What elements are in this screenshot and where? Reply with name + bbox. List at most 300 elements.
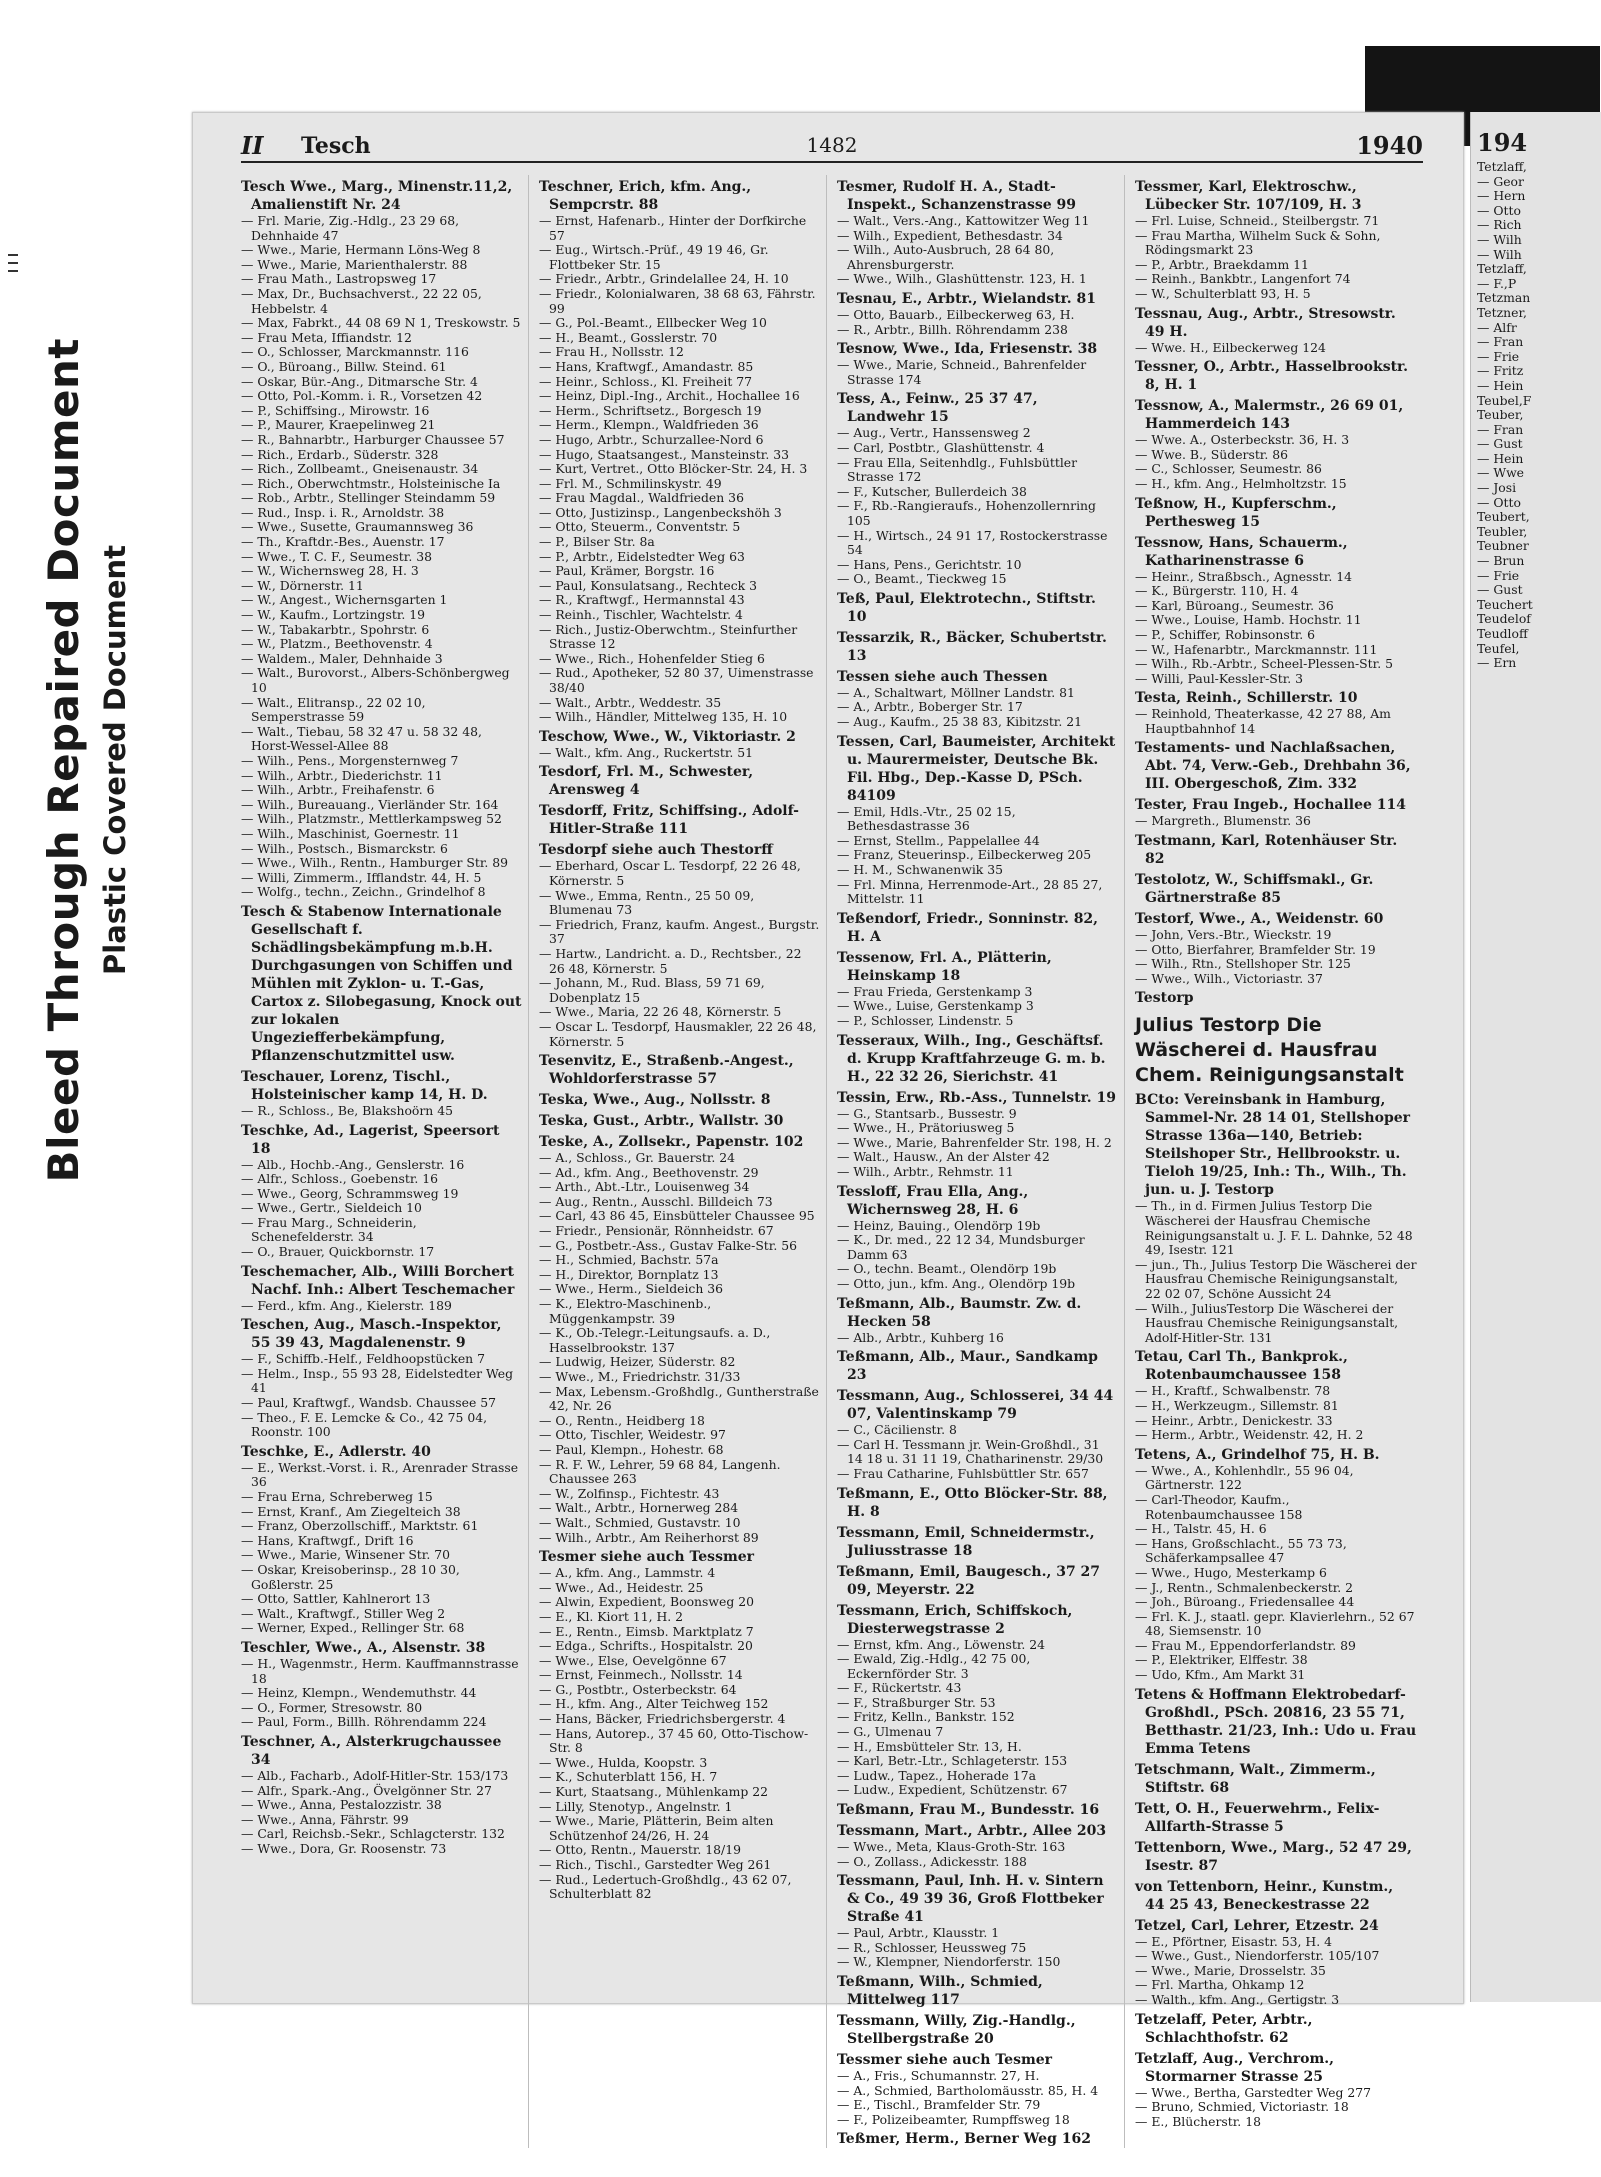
next-page-line: — Gust: [1477, 582, 1523, 598]
directory-entry: — R., Schloss., Be, Blakshoörn 45: [241, 1102, 453, 1118]
directory-entry: — Heinz, Dipl.-Ing., Archit., Hochallee 16: [539, 388, 800, 404]
directory-entry: — Hans, Bäcker, Friedrichsbergerstr. 4: [539, 1711, 786, 1727]
directory-entry: — Frau M., Eppendorferlandstr. 89: [1135, 1637, 1356, 1653]
directory-entry: — Franz, Oberzollschiff., Marktstr. 61: [241, 1518, 479, 1534]
directory-entry: — Ad., kfm. Ang., Beethovenstr. 29: [539, 1164, 759, 1180]
directory-entry: Teßmann, Frau M., Bundesstr. 16: [837, 1802, 1100, 1819]
directory-entry: — Franz, Steuerinsp., Eilbeckerweg 205: [837, 847, 1092, 863]
label-bleed-through: Bleed Through Repaired Document: [38, 337, 88, 1183]
directory-entry: Tesch Wwe., Marg., Minenstr.11,2, Amalienstift Nr. 24: [241, 179, 513, 213]
directory-entry: — G., Pol.-Beamt., Ellbecker Weg 10: [539, 315, 767, 331]
directory-entry: Teschner, Erich, kfm. Ang., Sempcrstr. 88: [539, 179, 752, 213]
directory-entry: — Walt., Vers.-Ang., Kattowitzer Weg 11: [837, 213, 1090, 228]
directory-entry: — O., techn. Beamt., Olendörp 19b: [837, 1261, 1057, 1277]
directory-entry: — F., Polizeibeamter, Rumpffsweg 18: [837, 2111, 1070, 2127]
directory-entry: Teßmann, Alb., Maur., Sandkamp 23: [837, 1349, 1098, 1384]
directory-entry: — C., Cäcilienstr. 8: [837, 1422, 957, 1438]
directory-entry: — Frl. Minna, Herrenmode-Art., 28 85 27, Mittelstr. 11: [837, 876, 1103, 907]
directory-entry: Teschemacher, Alb., Willi Borchert Nachf. Inh.: Albert Teschemacher: [241, 1263, 515, 1298]
directory-entry: — Karl, Büroang., Seumestr. 36: [1135, 597, 1334, 613]
directory-entry: — Wolfg., techn., Zeichn., Grindelhof 8: [241, 884, 486, 900]
next-page-line: — Wilh: [1477, 231, 1522, 247]
directory-entry: — Waldem., Maler, Dehnhaide 3: [241, 650, 443, 666]
directory-entry: — W., Kaufm., Lortzingstr. 19: [241, 607, 426, 623]
directory-entry: — Frau Frieda, Gerstenkamp 3: [837, 983, 1033, 999]
directory-entry: — H., kfm. Ang., Helmholtzstr. 15: [1135, 475, 1347, 491]
directory-entry: — P., Elektriker, Elffestr. 38: [1135, 1652, 1308, 1668]
directory-entry: — P., Arbtr., Braekdamm 11: [1135, 256, 1309, 272]
next-page-line: — Alfr: [1477, 319, 1517, 335]
directory-entry: — Herm., Schriftsetz., Borgesch 19: [539, 402, 762, 418]
directory-entry: — Otto, Steuerm., Conventstr. 5: [539, 519, 741, 535]
directory-entry: — Ferd., kfm. Ang., Kielerstr. 189: [241, 1297, 452, 1313]
directory-entry: — Frl. M., Schmilinskystr. 49: [539, 475, 722, 491]
directory-entry: — W., Zolfinsp., Fichtestr. 43: [539, 1485, 720, 1501]
directory-entry: — Wwe., Meta, Klaus-Groth-Str. 163: [837, 1839, 1066, 1855]
next-page-line: Teudelof: [1477, 611, 1531, 627]
directory-entry: — P., Schiffer, Robinsonstr. 6: [1135, 626, 1316, 642]
directory-entry: — John, Vers.-Btr., Wieckstr. 19: [1135, 927, 1332, 943]
directory-entry: — Frau H., Nollsstr. 12: [539, 344, 684, 360]
directory-entry: Teßendorf, Friedr., Sonninstr. 82, H. A: [837, 910, 1099, 945]
directory-page: [192, 112, 1464, 2148]
column-1: [241, 175, 529, 2148]
directory-entry: Tesmer siehe auch Tessmer: [539, 1549, 755, 1566]
directory-entry: — Carl H. Tessmann jr. Wein-Großhdl., 31 14 18 u. 31 11 19, Chatharinenstr. 29/30: [837, 1436, 1104, 1467]
directory-entry: Teßmann, Wilh., Schmied, Mittelweg 117: [837, 1974, 1043, 2008]
directory-entry: Tesenvitz, E., Straßenb.-Angest., Wohldorferstrasse 57: [539, 1053, 794, 1088]
directory-entry: Tessarzik, R., Bäcker, Schubertstr. 13: [837, 629, 1107, 664]
directory-entry: — F., Rückertstr. 43: [837, 1680, 962, 1696]
directory-entry: — J., Rentn., Schmalenbeckerstr. 2: [1135, 1579, 1354, 1595]
directory-entry: Tessmer siehe auch Tesmer: [837, 2052, 1053, 2068]
directory-entry: — Wwe., Marie, Drosselstr. 35: [1135, 1962, 1326, 1978]
directory-entry: — Wwe., Maria, 22 26 48, Körnerstr. 5: [539, 1004, 782, 1020]
directory-entry: — Alb., Facharb., Adolf-Hitler-Str. 153/173: [241, 1767, 509, 1783]
directory-entry: von Tettenborn, Heinr., Kunstm., 44 25 43, Beneckestrasse 22: [1135, 1878, 1394, 1913]
directory-entry: — Wilh., JuliusTestorp Die Wäscherei der Hausfrau Chemische Reinigungsanstalt, Adolf-Hitler-Str. 131: [1135, 1300, 1399, 1345]
next-page-line: Teudloff: [1477, 626, 1528, 641]
directory-entry: — Wilh., Maschinist, Goernestr. 11: [241, 825, 460, 841]
directory-entry: — Aug., Rentn., Ausschl. Billdeich 73: [539, 1193, 773, 1209]
directory-entry: — Rich., Zollbeamt., Gneisenaustr. 34: [241, 461, 479, 477]
directory-entry: Tessen siehe auch Thessen: [837, 668, 1048, 685]
directory-entry: Tesdorff, Fritz, Schiffsing., Adolf-Hitler-Straße 111: [539, 803, 799, 838]
directory-entry: — Wilh., Händler, Mittelweg 135, H. 10: [539, 709, 788, 725]
directory-entry: — F., Schiffb.-Helf., Feldhoopstücken 7: [241, 1351, 485, 1367]
directory-entry: — Wilh., Bureauang., Vierländer Str. 164: [241, 796, 499, 812]
next-page-line: — Wilh: [1477, 246, 1522, 262]
directory-entry: — W., Wichernsweg 28, H. 3: [241, 563, 419, 579]
next-page-line: — Wwe: [1477, 465, 1525, 481]
directory-entry: — Wilh., Pens., Morgensternweg 7: [241, 752, 459, 768]
directory-entry: — Karl, Betr.-Ltr., Schlageterstr. 153: [837, 1753, 1068, 1769]
directory-entry: — Rich., Oberwchtmstr., Holsteinische Ia: [241, 475, 501, 491]
next-page-line: — Gust: [1477, 436, 1523, 452]
directory-entry: — Ludwig, Heizer, Süderstr. 82: [539, 1354, 736, 1370]
running-head-name: Tesch: [301, 133, 371, 159]
directory-entry: — K., Ob.-Telegr.-Leitungsaufs. a. D., Hasselbrookstr. 137: [539, 1325, 771, 1355]
directory-entry: — Paul, Arbtr., Klausstr. 1: [837, 1925, 1000, 1941]
directory-entry: — Max, Dr., Buchsachverst., 22 22 05, Hebbelstr. 4: [241, 285, 482, 316]
directory-entry: Teß, Paul, Elektrotechn., Stiftstr. 10: [837, 590, 1096, 625]
page-number: 1482: [806, 133, 858, 157]
directory-entry: — Wwe., Marie, Hermann Löns-Weg 8: [241, 242, 481, 258]
directory-entry: — E., Rentn., Eimsb. Marktplatz 7: [539, 1623, 754, 1639]
directory-entry: Teßnow, H., Kupferschm., Perthesweg 15: [1135, 495, 1337, 530]
next-page-edge: [1470, 112, 1601, 2002]
directory-entry: — Max, Fabrkt., 44 08 69 N 1, Treskowstr. 5: [241, 315, 521, 331]
directory-entry: — Wwe., Marie, Bahrenfelder Str. 198, H. 2: [837, 1134, 1112, 1150]
directory-entry: Tesch & Stabenow Internationale Gesellschaft f. Schädlingsbekämpfung m.b.H. Durchgasungen von Schiffen und Mühlen mit Zyklon- u. T.-Gas, Cartox z. Silobegasung, Knock out zur lokalen Ungeziefferbekämpfung, Pflanzenschutzmittel usw.: [241, 903, 522, 1064]
next-page-line: Teubler,: [1477, 523, 1528, 539]
directory-entry: — Oskar, Bür.-Ang., Ditmarsche Str. 4: [241, 373, 478, 389]
directory-entry: — G., Postbtr., Osterbeckstr. 64: [539, 1681, 737, 1697]
directory-entry: — Wilh., Rb.-Arbtr., Scheel-Plessen-Str. 5: [1135, 656, 1393, 672]
directory-entry: — Alwin, Expedient, Boonsweg 20: [539, 1594, 754, 1610]
directory-entry: — Emil, Hdls.-Vtr., 25 02 15, Bethesdastrasse 36: [837, 803, 1016, 834]
directory-entry: — Frau Ella, Seitenhdlg., Fuhlsbüttler Strasse 172: [837, 454, 1078, 485]
directory-entry: Tessmann, Erich, Schiffskoch, Diesterwegstrasse 2: [837, 1602, 1073, 1637]
directory-entry: — Rich., Justiz-Oberwchtm., Steinfurther Strasse 12: [539, 621, 798, 652]
directory-entry: Teßmann, E., Otto Blöcker-Str. 88, H. 8: [837, 1485, 1108, 1520]
directory-entry: — K., Bürgerstr. 110, H. 4: [1135, 583, 1299, 599]
directory-entry: Tessner, O., Arbtr., Hasselbrookstr. 8, H. 1: [1135, 359, 1409, 394]
directory-entry: Tetzlaff, Aug., Verchrom., Stormarner Strasse 25: [1135, 2050, 1335, 2085]
directory-entry: Teschler, Wwe., A., Alsenstr. 38: [241, 1639, 486, 1656]
directory-entry: — Frl. Marie, Zig.-Hdlg., 23 29 68, Dehnhaide 47: [241, 213, 460, 243]
directory-entry: — Heinz, Klempn., Wendemuthstr. 44: [241, 1685, 477, 1701]
directory-entry: — H., Beamt., Gosslerstr. 70: [539, 329, 718, 345]
directory-entry: — Walth., kfm. Ang., Gertigstr. 3: [1135, 1992, 1340, 2008]
directory-entry: — Frau Math., Lastropsweg 17: [241, 271, 437, 287]
directory-entry: — Wwe., Wilh., Glashüttenstr. 123, H. 1: [837, 271, 1087, 287]
directory-entry: — Hartw., Landricht. a. D., Rechtsber., 22 26 48, Körnerstr. 5: [539, 945, 802, 976]
directory-entry: — Hans, Großschlacht., 55 73 73, Schäferkampsallee 47: [1135, 1535, 1347, 1566]
directory-entry: — Walt., kfm. Ang., Ruckertstr. 51: [539, 744, 754, 760]
directory-entry: Testa, Reinh., Schillerstr. 10: [1135, 690, 1358, 707]
directory-entry: — Carl, Reichsb.-Sekr., Schlagcterstr. 132: [241, 1826, 505, 1842]
directory-entry: — Max, Lebensm.-Großhdlg., Guntherstraße 42, Nr. 26: [539, 1383, 819, 1414]
directory-entry: — Wwe., Else, Oevelgönne 67: [539, 1652, 727, 1668]
next-page-line: Teufel,: [1477, 640, 1520, 656]
directory-entry: — F., Kutscher, Bullerdeich 38: [837, 483, 1027, 499]
column-4: [1135, 175, 1423, 2148]
directory-entry: — Ludw., Expedient, Schützenstr. 67: [837, 1782, 1068, 1798]
directory-entry: — Rob., Arbtr., Stellinger Steindamm 59: [241, 490, 496, 506]
directory-entry: — Carl-Theodor, Kaufm., Rotenbaumchaussee 158: [1135, 1491, 1303, 1522]
directory-entry: — F., Straßburger Str. 53: [837, 1694, 996, 1710]
directory-entry: Tester, Frau Ingeb., Hochallee 114: [1135, 797, 1406, 814]
directory-entry: — Wwe., T. C. F., Seumestr. 38: [241, 548, 432, 564]
directory-entry: — K., Schuterblatt 156, H. 7: [539, 1769, 718, 1785]
directory-entry: — H., Emsbütteler Str. 13, H.: [837, 1738, 1022, 1754]
directory-entry: — Otto, Bierfahrer, Bramfelder Str. 19: [1135, 941, 1376, 957]
directory-entry: Tetzelaff, Peter, Arbtr., Schlachthofstr. 62: [1135, 2011, 1313, 2046]
next-page-line: — Fran: [1477, 421, 1524, 437]
directory-entry: — R., Arbtr., Billh. Röhrendamm 238: [837, 321, 1068, 337]
directory-entry: Teschke, Ad., Lagerist, Speersort 18: [241, 1122, 500, 1157]
directory-entry: Tetschmann, Walt., Zimmerm., Stiftstr. 68: [1135, 1761, 1376, 1796]
directory-entry: — Walt., Elitransp., 22 02 10, Semperstrasse 59: [241, 694, 426, 725]
next-page-line: Tetzlaff,: [1477, 261, 1527, 277]
directory-entry: — Bruno, Schmied, Victoriastr. 18: [1135, 2099, 1349, 2115]
column-3: [837, 175, 1125, 2148]
directory-columns: [241, 175, 1423, 2148]
directory-entry: — Herm., Klempn., Waldfrieden 36: [539, 417, 759, 433]
directory-entry: — Wwe., Gust., Niendorferstr. 105/107: [1135, 1948, 1380, 1964]
directory-entry: — P., Schlosser, Lindenstr. 5: [837, 1013, 1014, 1028]
directory-entry: — Paul, Klempn., Hohestr. 68: [539, 1441, 724, 1457]
directory-entry: — H. M., Schwanenwik 35: [837, 862, 1003, 878]
directory-entry: — Wilh., Rtn., Stellshoper Str. 125: [1135, 956, 1351, 972]
directory-entry: — Wwe. B., Süderstr. 86: [1135, 446, 1289, 462]
directory-entry: Tessmer, Karl, Elektroschw., Lübecker Str. 107/109, H. 3: [1135, 179, 1362, 213]
directory-entry: — E., Pförtner, Eisastr. 53, H. 4: [1135, 1933, 1332, 1949]
directory-entry: — Wwe., Emma, Rentn., 25 50 09, Blumenau 73: [539, 887, 755, 918]
directory-entry: — H., Wagenmstr., Herm. Kauffmannstrasse 18: [241, 1655, 519, 1686]
next-page-line: Tetzman: [1477, 290, 1531, 306]
directory-entry: Tessmann, Emil, Schneidermstr., Juliusstrasse 18: [837, 1524, 1095, 1559]
next-page-line: — Otto: [1477, 202, 1521, 218]
directory-entry: — Aug., Kaufm., 25 38 83, Kibitzstr. 21: [837, 714, 1082, 730]
document-condition-labels: [0, 260, 170, 1260]
directory-entry: Tessnow, Hans, Schauerm., Katharinenstrasse 6: [1135, 534, 1348, 569]
directory-entry: Teschke, E., Adlerstr. 40: [241, 1443, 431, 1460]
directory-entry: — H., Kraftf., Schwalbenstr. 78: [1135, 1383, 1331, 1399]
directory-entry: — Wwe. H., Eilbeckerweg 124: [1135, 339, 1326, 355]
directory-entry: — Wwe., Ad., Heidestr. 25: [539, 1579, 704, 1595]
next-page-line: — Hein: [1477, 450, 1524, 466]
directory-entry: — Wwe., Marie, Schneid., Bahrenfelder Strasse 174: [837, 357, 1087, 387]
directory-entry: Teschauer, Lorenz, Tischl., Holsteinischer kamp 14, H. D.: [241, 1068, 488, 1103]
directory-entry: — A., Schloss., Gr. Bauerstr. 24: [539, 1150, 736, 1166]
directory-entry: Tessmann, Willy, Zig.-Handlg., Stellbergstraße 20: [837, 2013, 1076, 2047]
directory-entry: — Wilh., Platzmstr., Mettlerkampsweg 52: [241, 811, 502, 827]
directory-entry: — Kurt, Staatsang., Mühlenkamp 22: [539, 1784, 768, 1800]
directory-entry: — G., Ulmenau 7: [837, 1724, 944, 1740]
directory-entry: — O., Rentn., Heidberg 18: [539, 1412, 705, 1428]
directory-entry: — P., Maurer, Kraepelinweg 21: [241, 417, 436, 433]
directory-entry: — Ernst, Feinmech., Nollsstr. 14: [539, 1667, 743, 1683]
directory-entry: — O., Zollass., Adickesstr. 188: [837, 1853, 1027, 1869]
directory-entry: — Frau Marg., Schneiderin, Schenefelderstr. 34: [241, 1214, 417, 1245]
directory-entry: — Heinr., Straßbsch., Agnesstr. 14: [1135, 568, 1352, 584]
directory-entry: — Ernst, Hafenarb., Hinter der Dorfkirche 57: [539, 213, 807, 243]
directory-entry: — H., kfm. Ang., Alter Teichweg 152: [539, 1696, 769, 1712]
directory-entry: Tessnau, Aug., Arbtr., Stresowstr. 49 H.: [1135, 305, 1396, 340]
directory-entry: Tessnow, A., Malermstr., 26 69 01, Hammerdeich 143: [1135, 398, 1404, 433]
directory-entry: Teßmann, Alb., Baumstr. Zw. d. Hecken 58: [837, 1295, 1082, 1330]
directory-entry: — Frl. K. J., staatl. gepr. Klavierlehrn., 52 67 48, Siemsenstr. 10: [1135, 1608, 1415, 1639]
directory-entry: Tett, O. H., Feuerwehrm., Felix-Allfarth-Strasse 5: [1135, 1800, 1380, 1835]
directory-entry: — Friedr., Arbtr., Grindelallee 24, H. 10: [539, 271, 789, 287]
directory-entry: — G., Postbetr.-Ass., Gustav Falke-Str. 56: [539, 1237, 797, 1253]
directory-entry: — Wwe., Wilh., Rentn., Hamburger Str. 89: [241, 855, 509, 871]
directory-entry: — E., Werkst.-Vorst. i. R., Arenrader Strasse 36: [241, 1459, 519, 1490]
next-page-line: Teubner: [1477, 538, 1529, 554]
directory-entry: — Wwe., Anna, Pestalozzistr. 38: [241, 1797, 442, 1813]
directory-entry: — Wwe., Hugo, Mesterkamp 6: [1135, 1564, 1327, 1580]
directory-entry: — Wwe., Luise, Gerstenkamp 3: [837, 998, 1034, 1014]
directory-entry: — O., Former, Stresowstr. 80: [241, 1699, 423, 1715]
next-page-line: Tetzlaff,: [1477, 159, 1527, 174]
directory-entry: — A., Schaltwart, Möllner Landstr. 81: [837, 684, 1075, 700]
directory-entry: — Wwe., Marie, Plätterin, Beim alten Schützenhof 24/26, H. 24: [539, 1813, 774, 1843]
directory-entry: — A., Fris., Schumannstr. 27, H.: [837, 2068, 1040, 2083]
directory-entry: — Alfr., Spark.-Ang., Övelgönner Str. 27: [241, 1782, 492, 1798]
next-page-line: — Geor: [1477, 173, 1524, 189]
directory-entry: — Frl. Martha, Ohkamp 12: [1135, 1977, 1305, 1993]
directory-entry: — Wwe., Rich., Hohenfelder Stieg 6: [539, 650, 765, 666]
directory-entry: — A., Schmied, Bartholomäusstr. 85, H. 4: [837, 2082, 1099, 2098]
next-page-line: — F.,P: [1477, 275, 1517, 291]
directory-entry: — Hans, Kraftwgf., Amandastr. 85: [539, 358, 754, 374]
directory-year: 1940: [1356, 131, 1423, 160]
directory-entry: — Wwe., Marie, Marienthalerstr. 88: [241, 256, 468, 272]
directory-entry: Tesnow, Wwe., Ida, Friesenstr. 38: [837, 341, 1098, 358]
directory-entry: — Eug., Wirtsch.-Prüf., 49 19 46, Gr. Flottbeker Str. 15: [539, 242, 769, 272]
directory-entry: — Walt., Burovorst., Albers-Schönbergweg 10: [241, 665, 510, 695]
directory-entry: — Udo, Kfm., Am Markt 31: [1135, 1667, 1306, 1683]
directory-entry: Tessenow, Frl. A., Plätterin, Heinskamp 18: [837, 949, 1052, 984]
directory-entry: — Wwe., Georg, Schrammsweg 19: [241, 1185, 459, 1201]
directory-entry: Testorf, Wwe., A., Weidenstr. 60: [1135, 911, 1384, 928]
directory-entry: — R. F. W., Lehrer, 59 68 84, Langenh. Chaussee 263: [539, 1456, 781, 1487]
directory-entry: — R., Bahnarbtr., Harburger Chaussee 57: [241, 431, 505, 447]
next-page-line: — Fritz: [1477, 363, 1524, 379]
directory-entry: — C., Schlosser, Seumestr. 86: [1135, 461, 1322, 477]
directory-entry: Testorp: [1135, 990, 1194, 1007]
directory-entry: — Th., in d. Firmen Julius Testorp Die Wäscherei der Hausfrau Chemische Reinigungsanstalt u. J. F. L. Dahnke, 52 48 49, Isestr. 121: [1135, 1198, 1413, 1258]
directory-entry: Testaments- und Nachlaßsachen, Abt. 74, Verw.-Geb., Drehbahn 36, III. Obergeschoß, Zim. 332: [1135, 740, 1411, 793]
directory-entry: — W., Platzm., Beethovenstr. 4: [241, 636, 433, 652]
column-2: [539, 175, 827, 2148]
directory-entry: Tesdorpf siehe auch Thestorff: [539, 842, 773, 859]
directory-entry: — Otto, Pol.-Komm. i. R., Vorsetzen 42: [241, 388, 483, 404]
directory-entry: Teske, A., Zollsekr., Papenstr. 102: [539, 1134, 804, 1151]
directory-entry: Tessen, Carl, Baumeister, Architekt u. Maurermeister, Deutsche Bk. Fil. Hbg., Dep.-Kasse D, PSch. 84109: [837, 733, 1116, 804]
directory-entry: Tetau, Carl Th., Bankprok., Rotenbaumchaussee 158: [1135, 1349, 1348, 1384]
directory-entry: Julius Testorp Die Wäscherei d. Hausfrau Chem. Reinigungsanstalt: [1135, 1014, 1404, 1087]
directory-entry: — Friedrich, Franz, kaufm. Angest., Burgstr. 37: [539, 916, 820, 947]
directory-entry: Tetens & Hoffmann Elektrobedarf-Großhdl., PSch. 20816, 23 55 71, Betthastr. 21/23, Inh.: Udo u. Frau Emma Tetens: [1135, 1686, 1417, 1757]
directory-entry: — Walt., Kraftwgf., Stiller Weg 2: [241, 1605, 446, 1621]
directory-entry: Teska, Gust., Arbtr., Wallstr. 30: [539, 1113, 784, 1130]
directory-entry: — Walt., Arbtr., Hornerweg 284: [539, 1500, 739, 1516]
directory-entry: — Herm., Arbtr., Weidenstr. 42, H. 2: [1135, 1427, 1364, 1443]
directory-entry: — Ewald, Zig.-Hdlg., 42 75 00, Eckernförder Str. 3: [837, 1651, 1031, 1681]
directory-entry: — Paul, Konsulatsang., Rechteck 3: [539, 577, 757, 593]
directory-entry: — Oskar, Kreisoberinsp., 28 10 30, Goßlerstr. 25: [241, 1561, 460, 1592]
directory-entry: — Lilly, Stenotyp., Angelnstr. 1: [539, 1798, 733, 1814]
directory-entry: Teschner, A., Alsterkrugchaussee 34: [241, 1733, 502, 1768]
directory-entry: — E., Tischl., Bramfelder Str. 79: [837, 2097, 1041, 2113]
directory-entry: — W., Dörnerstr. 11: [241, 577, 364, 593]
directory-entry: BCto: Vereinsbank in Hamburg, Sammel-Nr. 28 14 01, Stellshoper Strasse 136a—140, Betrieb: Steilshoper Str., Hellbrookstr. u. Tieloh 19/25, Inh.: Th., Wilh., Th. jun. u. J. Testorp: [1135, 1092, 1411, 1199]
next-page-line: Teuber,: [1477, 407, 1524, 423]
directory-entry: — P., Arbtr., Eidelstedter Weg 63: [539, 548, 745, 564]
directory-entry: — Wwe., Susette, Graumannsweg 36: [241, 519, 474, 535]
directory-entry: — Ernst, Stellm., Pappelallee 44: [837, 832, 1040, 848]
next-page-line: — Rich: [1477, 217, 1522, 233]
directory-entry: — Walt., Schmied, Gustavstr. 10: [539, 1514, 741, 1530]
directory-entry: — Otto, Sattler, Kahlnerort 13: [241, 1591, 431, 1607]
directory-entry: — O., Brauer, Quickbornstr. 17: [241, 1244, 435, 1260]
next-page-line: — Frie: [1477, 567, 1520, 583]
directory-entry: — W., Angest., Wichernsgarten 1: [241, 592, 448, 608]
directory-entry: Testolotz, W., Schiffsmakl., Gr. Gärtnerstraße 85: [1135, 872, 1374, 907]
directory-entry: — Otto, jun., kfm. Ang., Olendörp 19b: [837, 1275, 1076, 1291]
directory-entry: — Walt., Arbtr., Weddestr. 35: [539, 694, 722, 710]
directory-entry: — Reinh., Tischler, Wachtelstr. 4: [539, 607, 743, 623]
directory-entry: — H., Schmied, Bachstr. 57a: [539, 1252, 719, 1268]
directory-entry: — Th., Kraftdr.-Bes., Auenstr. 17: [241, 534, 445, 550]
next-page-line: Teubert,: [1477, 509, 1530, 525]
directory-entry: — E., Kl. Kiort 11, H. 2: [539, 1608, 684, 1624]
volume-number: II: [241, 131, 264, 160]
directory-entry: — Kurt, Vertret., Otto Blöcker-Str. 24, H. 3: [539, 461, 808, 477]
directory-entry: — Heinr., Arbtr., Denickestr. 33: [1135, 1412, 1333, 1428]
directory-entry: Tesmer, Rudolf H. A., Stadt-Inspekt., Schanzenstrasse 99: [837, 179, 1077, 213]
directory-entry: Tettenborn, Wwe., Marg., 52 47 29, Isestr. 87: [1135, 1839, 1412, 1874]
directory-entry: — Paul, Form., Billh. Röhrendamm 224: [241, 1714, 487, 1730]
directory-entry: — Paul, Krämer, Borgstr. 16: [539, 563, 715, 579]
directory-entry: — Ernst, kfm. Ang., Löwenstr. 24: [837, 1636, 1046, 1652]
directory-entry: — Frau Erna, Schreberweg 15: [241, 1489, 433, 1504]
directory-entry: — Rud., Insp. i. R., Arnoldstr. 38: [241, 504, 445, 520]
directory-entry: — Heinr., Schloss., Kl. Freiheit 77: [539, 373, 753, 389]
directory-entry: — W., Tabakarbtr., Spohrstr. 6: [241, 621, 430, 637]
directory-entry: — Wilh., Expedient, Bethesdastr. 34: [837, 227, 1063, 243]
directory-entry: — Wilh., Postsch., Bismarckstr. 6: [241, 840, 448, 856]
directory-entry: — Wwe., Hulda, Koopstr. 3: [539, 1754, 708, 1770]
directory-entry: — Ludw., Tapez., Hoherade 17a: [837, 1767, 1036, 1783]
directory-entry: — Wwe., Herm., Sieldeich 36: [539, 1281, 724, 1297]
directory-entry: — A., Arbtr., Boberger Str. 17: [837, 699, 1023, 715]
directory-entry: — F., Rb.-Rangieraufs., Hohenzollernring 105: [837, 498, 1096, 528]
directory-entry: Tetens, A., Grindelhof 75, H. B.: [1135, 1446, 1380, 1463]
directory-entry: — Alfr., Schloss., Goebenstr. 16: [241, 1171, 439, 1187]
directory-entry: Tessmann, Aug., Schlosserei, 34 44 07, Valentinskamp 79: [837, 1388, 1114, 1423]
directory-entry: Tessloff, Frau Ella, Ang., Wichernsweg 28, H. 6: [837, 1183, 1029, 1218]
page-header: [241, 127, 1423, 163]
directory-entry: — Wwe., Anna, Fährstr. 99: [241, 1811, 409, 1827]
directory-entry: — Wwe. A., Osterbeckstr. 36, H. 3: [1135, 432, 1350, 448]
directory-entry: Tess, A., Feinw., 25 37 47, Landwehr 15: [837, 391, 1038, 426]
directory-entry: — O., Schlosser, Marckmannstr. 116: [241, 344, 469, 360]
directory-entry: — Frau Magdal., Waldfrieden 36: [539, 490, 744, 506]
directory-entry: — Reinhold, Theaterkasse, 42 27 88, Am Hauptbahnhof 14: [1135, 706, 1391, 736]
directory-entry: — Aug., Vertr., Hanssensweg 2: [837, 425, 1031, 441]
directory-entry: — Paul, Kraftwgf., Wandsb. Chaussee 57: [241, 1395, 496, 1411]
directory-entry: — Rich., Tischl., Garstedter Weg 261: [539, 1857, 772, 1872]
directory-entry: — Alb., Hochb.-Ang., Genslerstr. 16: [241, 1156, 465, 1172]
next-page-year: 194: [1477, 128, 1528, 157]
directory-entry: Testmann, Karl, Rotenhäuser Str. 82: [1135, 833, 1398, 868]
next-page-line: — Otto: [1477, 494, 1521, 510]
label-plastic-covered: Plastic Covered Document: [97, 545, 132, 975]
directory-entry: Teschen, Aug., Masch.-Inspektor, 55 39 43, Magdalenenstr. 9: [241, 1317, 502, 1352]
directory-entry: — Hans, Autorep., 37 45 60, Otto-Tischow-Str. 8: [539, 1725, 809, 1756]
directory-entry: — Johann, M., Rud. Blass, 59 71 69, Dobenplatz 15: [539, 975, 765, 1005]
directory-entry: Teschow, Wwe., W., Viktoriastr. 2: [539, 728, 796, 745]
next-page-line: Teubel,F: [1477, 392, 1532, 408]
directory-entry: — Rud., Ledertuch-Großhdlg., 43 62 07, Schulterblatt 82: [539, 1871, 792, 1902]
directory-entry: — W., Klempner, Niendorferstr. 150: [837, 1954, 1061, 1970]
directory-entry: — H., Werkzeugm., Sillemstr. 81: [1135, 1397, 1339, 1413]
directory-entry: Tessmann, Paul, Inh. H. v. Sintern & Co., 49 39 36, Groß Flottbeker Straße 41: [837, 1873, 1104, 1926]
